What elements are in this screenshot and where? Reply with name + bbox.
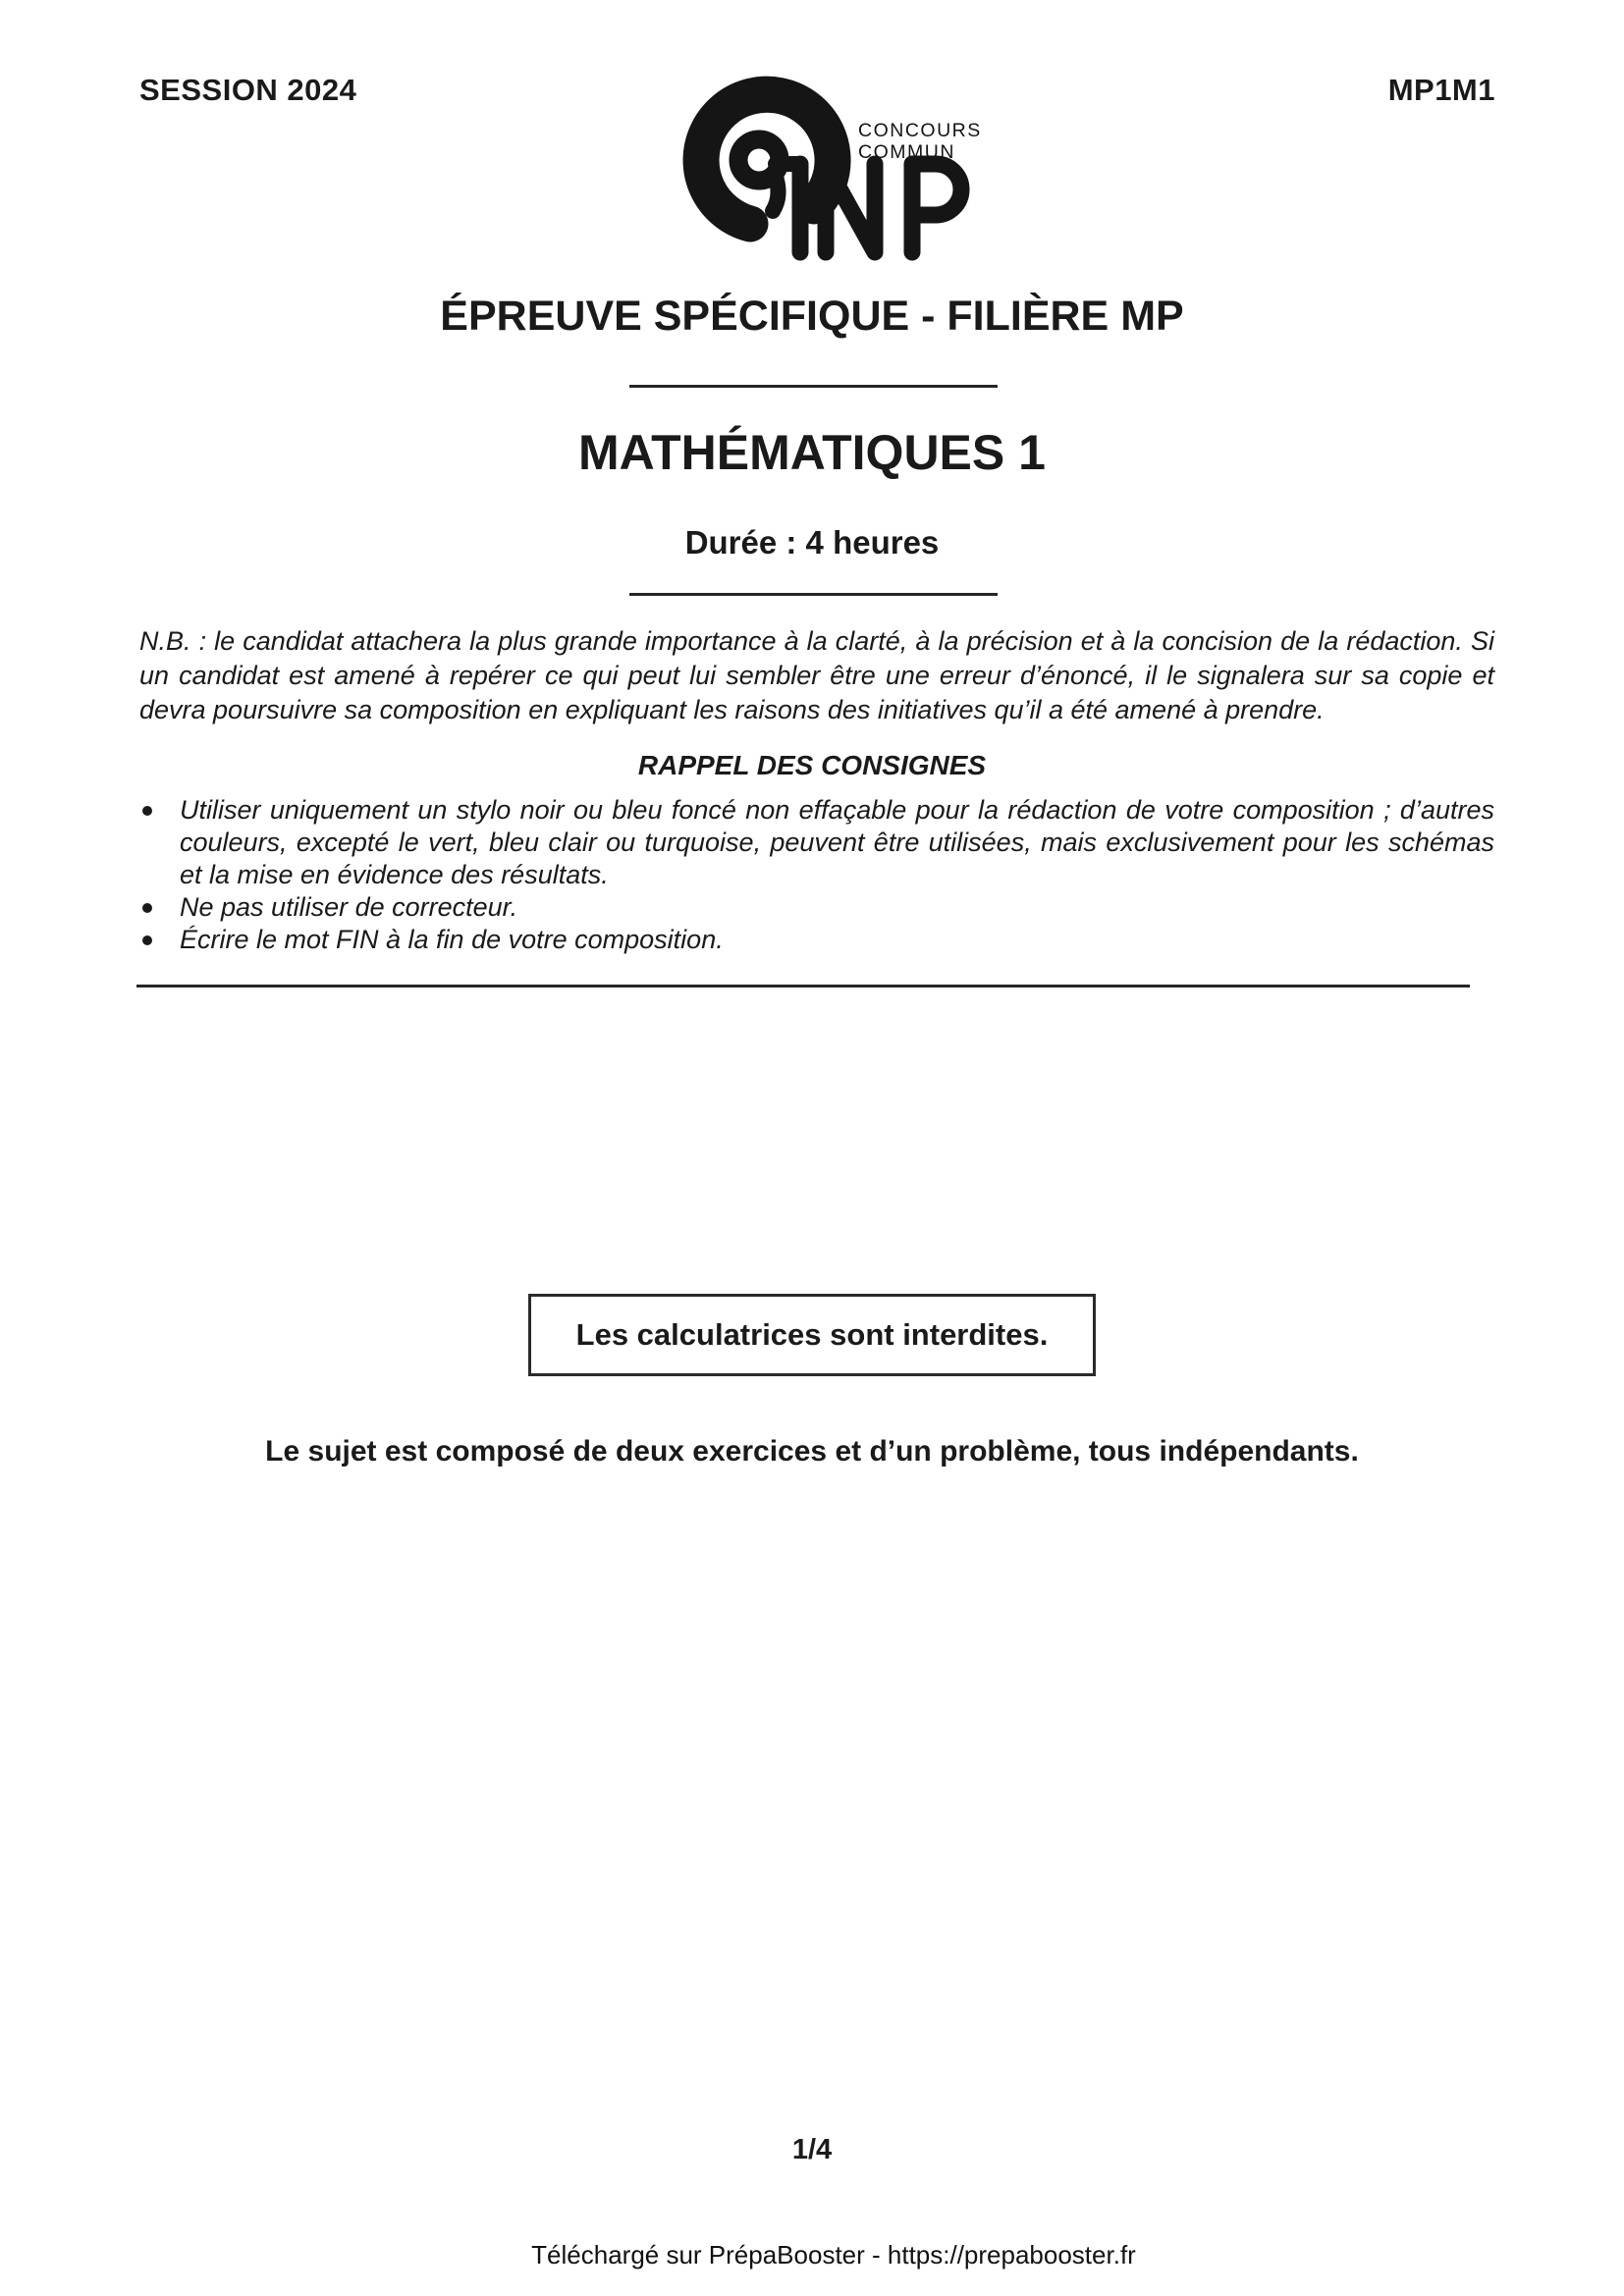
exam-type-title: ÉPREUVE SPÉCIFIQUE - FILIÈRE MP	[440, 293, 1184, 340]
instructions-heading: RAPPEL DES CONSIGNES	[637, 750, 987, 780]
subject-title: MATHÉMATIQUES 1	[578, 425, 1046, 480]
calculator-notice-text: Les calculatrices sont interdites.	[575, 1317, 1049, 1352]
instruction-item	[139, 794, 1494, 891]
download-note: Téléchargé sur PrépaBooster -	[531, 2240, 888, 2269]
section-divider	[136, 985, 1470, 988]
ccinp-logo	[624, 67, 1041, 263]
page-number: 1/4	[791, 2134, 833, 2165]
instruction-item-text: Écrire le mot FIN à la fin de votre composition.	[180, 925, 724, 954]
title-divider	[629, 385, 998, 388]
logo-spiral-tail-icon	[773, 174, 779, 211]
subtitle-divider	[629, 593, 998, 596]
logo-text-commun: COMMUN	[858, 141, 955, 163]
instruction-item-text: Utiliser uniquement un stylo noir ou bleu foncé non effaçable pour la rédaction de votre composition ; d’autres couleurs, excepté le vert, bleu clair ou turquoise, peuvent être utilisées, mais exclusivement pour les schémas et la mise en évidence des résultats.	[180, 795, 1494, 889]
instruction-item-text: Ne pas utiliser de correcteur.	[180, 892, 518, 922]
bullet-dot-icon	[142, 935, 152, 945]
download-footer	[22, 2240, 1624, 2270]
logo-outer-ring-icon	[701, 94, 833, 224]
bullet-dot-icon	[142, 903, 152, 913]
nb-paragraph: N.B. : le candidat attachera la plus grande importance à la clarté, à la précision et à la concision de la rédaction. Si un candidat est amené à repérer ce qui peut lui sembler être une erreur d’énoncé, il le signalera sur sa copie et devra poursuivre sa composition en expliquant les raisons des initiatives qu’il a été amené à prendre.	[139, 626, 1494, 724]
session-label: SESSION 2024	[139, 73, 357, 107]
calculator-notice-box	[528, 1294, 1096, 1376]
instruction-item	[139, 891, 1494, 924]
instruction-item	[139, 924, 1494, 956]
bullet-dot-icon	[142, 806, 152, 816]
composition-note: Le sujet est composé de deux exercices et d’un problème, tous indépendants.	[265, 1435, 1359, 1468]
duration-label: Durée : 4 heures	[684, 524, 940, 561]
ccinp-logo-graphic	[624, 67, 1041, 263]
download-url-link[interactable]: https://prepabooster.fr	[887, 2240, 1136, 2269]
exam-code-label: MP1M1	[1387, 73, 1495, 107]
logo-inp-letters	[800, 164, 961, 252]
logo-text-concours: CONCOURS	[858, 120, 982, 141]
instructions-list	[139, 794, 1494, 956]
